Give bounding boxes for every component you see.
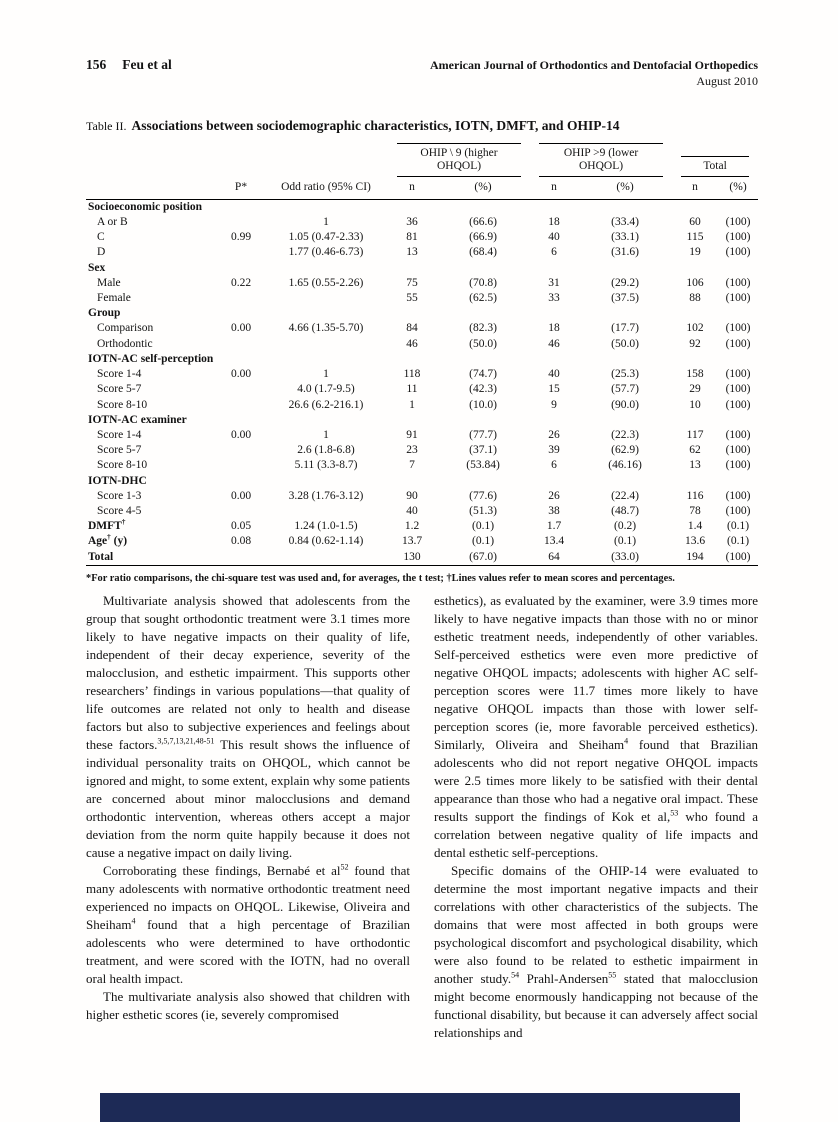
table-cell [578,352,672,367]
table-cell [218,458,264,473]
table-section-row [86,474,758,489]
table-cell: (33.0) [611,550,639,563]
table-cell: 15 [548,383,560,396]
table-cell: 0.00 [230,368,252,381]
running-head-right [430,57,758,89]
table-cell [218,474,264,489]
table-cell: 13.4 [543,535,565,548]
table-cell: (100) [725,428,751,441]
col-header-p: P* [218,177,264,199]
row-label: Female [97,291,131,304]
table-row [86,519,758,534]
table-cell: 10 [689,398,701,411]
table-cell [530,306,578,321]
table-cell: 158 [686,368,704,381]
table-cell: 13 [689,459,701,472]
table-cell: (100) [725,231,751,244]
table-cell [672,199,718,215]
table-cell [264,306,388,321]
table-cell [672,474,718,489]
table-cell: 40 [548,368,560,381]
table-cell: (62.9) [611,444,639,457]
table-cell: 1.65 (0.55-2.26) [288,276,364,289]
table-cell: 1 [323,428,329,441]
table-cell: 29 [689,383,701,396]
table-cell: (100) [725,489,751,502]
paragraph: Specific domains of the OHIP-14 were evaluated to determine the most important negative impacts and their correlations with other characteristics of the subjects. The domains that were most affected in both groups were psychological discomfort and psychological disability, which were also found to be related to esthetic impairment in another study.$^{54}$ Prahl-Andersen$^{55}$ stated that malocclusion might become enormously handicapping not because of the functional disability, but because it can adversely affect social relationships and [434,863,758,1040]
table-cell: 0.00 [230,489,252,502]
table-section-row [86,199,758,215]
table-cell: 26.6 (6.2-216.1) [288,398,364,411]
table-cell: (100) [725,459,751,472]
table-cell [388,474,436,489]
row-label: Score 8-10 [97,459,148,472]
table-cell [530,352,578,367]
table-cell: 102 [686,322,704,335]
table-cell: (17.7) [611,322,639,335]
table-cell [218,245,264,260]
table-cell: 2.6 (1.8-6.8) [297,444,355,457]
table-cell: 40 [406,505,418,518]
row-label: Score 1-4 [97,368,142,381]
table-cell: 0.00 [230,428,252,441]
spanner-row [86,143,758,177]
table-cell: (0.1) [472,535,495,548]
table-cell [264,413,388,428]
table-cell [436,199,530,215]
table-cell [218,215,264,230]
col-header-n3: n [672,177,718,199]
col-header-pct1: (%) [436,177,530,199]
table-cell: (77.6) [469,489,497,502]
table-row [86,382,758,397]
body-text [86,592,758,1042]
table-cell: (0.1) [614,535,637,548]
table-cell: 4.0 (1.7-9.5) [297,383,355,396]
row-label: Orthodontic [97,337,153,350]
table-cell: 0.99 [230,231,252,244]
table-cell: (100) [725,337,751,350]
paragraph: Multivariate analysis showed that adolescents from the group that sought orthodontic treatment were 3.1 times more likely to have negative impacts on their quality of life, independent of their decay experience, severity of the malocclusion, and esthetic impairment. This supports other researchers’ findings in various populations—that quality of life outcomes are related not only to health and disease factors but also to subjective experiences and feelings about these factors.$^{3,5,7,13,21,48-51}$ This result shows the influence of individual personality traits on OHQOL, which cannot be ignored and might, to some extent, explain why some patients are concerned about minor malocclusions and demand orthodontic intervention, whereas others accept a major deviation from the norm quite happily because it does not cause a negative impact on daily living. [86,593,410,860]
row-label: Male [97,276,121,289]
table-cell [718,474,758,489]
table-cell: 60 [689,215,701,228]
row-label: A or B [97,215,128,228]
table-cell [264,199,388,215]
table-cell: 3.28 (1.76-3.12) [288,489,364,502]
table-cell [264,291,388,306]
table-cell: 26 [548,489,560,502]
table-cell: 33 [548,291,560,304]
table-cell: 130 [403,550,421,563]
table-row [86,276,758,291]
table-cell [218,306,264,321]
table-cell: 117 [686,428,704,441]
table-cell: (33.4) [611,215,639,228]
table-cell [718,306,758,321]
col-header-odd-ratio: Odd ratio (95% CI) [264,177,388,199]
table-cell: 39 [548,444,560,457]
table-cell [718,199,758,215]
table-cell: 1 [323,215,329,228]
table-cell: (100) [725,444,751,457]
table-cell: (31.6) [611,246,639,259]
table-cell: 13.6 [684,535,706,548]
table-cell: 91 [406,428,418,441]
table-cell: 7 [409,459,415,472]
table-cell: 13 [406,246,418,259]
paragraph: The multivariate analysis also showed that children with higher esthetic scores (ie, severely compromised [86,989,410,1022]
reference-superscript: 52 [340,862,349,872]
table-row [86,428,758,443]
row-label: IOTN-AC self-perception [88,352,214,365]
table-cell: 115 [686,231,704,244]
table-cell: 90 [406,489,418,502]
table-footnote: *For ratio comparisons, the chi-square test was used and, for averages, the t test; †Lines values refer to mean scores and percentages. [86,572,675,584]
table-row [86,489,758,504]
table-cell [530,261,578,276]
table-cell: 64 [548,550,560,563]
row-label: D [97,246,106,259]
table-row [86,443,758,458]
table-cell: (42.3) [469,383,497,396]
text-column-left [86,592,410,1042]
table-cell: (70.8) [469,276,497,289]
table-cell: 6 [551,246,557,259]
row-label: Total [88,550,114,563]
table-cell: (77.7) [469,428,497,441]
table-cell: (66.6) [469,215,497,228]
paragraph: Corroborating these findings, Bernabé et $al^{52}$ found that many adolescents with normative orthodontic treatment need experienced no impacts on OHQOL. Likewise, Oliveira and Sheiham$^4$ found that a high percentage of Brazilian adolescents who were determined to have orthodontic treatment, and were scored with the IOTN, had no overall oral health impact. [86,862,410,986]
table-cell: 5.11 (3.3-8.7) [294,459,358,472]
table-cell: (100) [725,550,751,563]
row-label: Score 8-10 [97,398,148,411]
table-cell [436,413,530,428]
table-cell [218,413,264,428]
col-header-pct2: (%) [578,177,672,199]
table-cell: (100) [725,276,751,289]
table-cell [530,413,578,428]
table-cell: 13.7 [401,535,423,548]
row-label: IOTN-AC examiner [88,413,187,426]
row-label: Comparison [97,322,154,335]
row-label: Sex [88,261,106,274]
table-cell: (22.3) [611,428,639,441]
table-row [86,504,758,519]
table-cell: (29.2) [611,276,639,289]
table-cell [388,413,436,428]
table-row [86,321,758,336]
table-cell: (50.0) [469,337,497,350]
table-cell: 81 [406,231,418,244]
table-cell: 84 [406,322,418,335]
row-label: Group [88,307,121,320]
reference-superscript: 3,5,7,13,21,48-51 [157,736,215,746]
table-cell [578,413,672,428]
table-cell: 36 [406,215,418,228]
table-cell: 18 [548,215,560,228]
table-cell: 0.00 [230,322,252,335]
reference-superscript: 55 [608,970,617,980]
spanner-total: Total [672,143,758,177]
col-header-n1: n [388,177,436,199]
table-block [86,118,758,584]
table-cell: 23 [406,444,418,457]
table-cell: 116 [686,489,704,502]
table-body [86,199,758,565]
table-cell [436,474,530,489]
table-cell: 0.84 (0.62-1.14) [288,535,364,548]
table-cell: 1.77 (0.46-6.73) [288,246,364,259]
table-cell [578,474,672,489]
table-cell: 75 [406,276,418,289]
table-row [86,367,758,382]
row-label: Score 1-3 [97,489,142,502]
table-cell [218,382,264,397]
table-cell: 46 [548,337,560,350]
table-cell [218,352,264,367]
table-cell: 9 [551,398,557,411]
reference-superscript: 54 [511,970,520,980]
row-label: DMFT† [88,519,126,533]
table-cell: (100) [725,398,751,411]
running-head [86,57,758,89]
table-cell [218,398,264,413]
row-label: IOTN-DHC [88,474,147,487]
table-cell [718,261,758,276]
table-cell: (100) [725,368,751,381]
next-page-strip [100,1093,740,1122]
col-header-n2: n [530,177,578,199]
table-cell: 4.66 (1.35-5.70) [288,322,364,335]
table-cell: 1 [323,368,329,381]
table-cell: 1.7 [546,520,562,533]
running-head-left [86,57,172,73]
table-cell: (67.0) [469,550,497,563]
table-row [86,230,758,245]
table-cell: (0.1) [727,535,750,548]
table-cell: (10.0) [469,398,497,411]
table-cell [218,199,264,215]
table-cell: (100) [725,246,751,259]
table-cell: (68.4) [469,246,497,259]
table-cell: (33.1) [611,231,639,244]
table-cell [530,474,578,489]
reference-superscript: 53 [670,808,679,818]
table-cell [218,337,264,352]
table-cell: 1.24 (1.0-1.5) [294,520,358,533]
table-cell [672,261,718,276]
table-cell: (37.1) [469,444,497,457]
spanner-higher-ohqol: OHIP \ 9 (higher OHQOL) [388,143,530,177]
table-label: Table II. [86,119,127,133]
table-cell [718,413,758,428]
table-cell [388,352,436,367]
table-cell: (100) [725,291,751,304]
data-table [86,143,758,566]
table-cell: (51.3) [469,505,497,518]
table-cell: 0.05 [230,520,252,533]
table-cell: 1.4 [687,520,703,533]
table-cell [436,352,530,367]
table-cell [218,504,264,519]
table-cell [218,261,264,276]
stub-header [86,177,218,199]
table-cell: 26 [548,428,560,441]
table-row [86,550,758,566]
journal-name: American Journal of Orthodontics and Dentofacial Orthopedics [430,58,758,72]
table-cell: 18 [548,322,560,335]
table-cell [578,261,672,276]
table-cell: (25.3) [611,368,639,381]
table-caption [86,118,758,134]
table-cell: (90.0) [611,398,639,411]
table-section-row [86,306,758,321]
table-cell: (57.7) [611,383,639,396]
table-cell: (37.5) [611,291,639,304]
table-cell [264,474,388,489]
table-cell: 40 [548,231,560,244]
table-cell [578,306,672,321]
table-cell: 106 [686,276,704,289]
table-cell: 88 [689,291,701,304]
table-cell [388,306,436,321]
table-cell: (46.16) [608,459,642,472]
table-title: Associations between sociodemographic characteristics, IOTN, DMFT, and OHIP-14 [131,118,620,133]
spanner-spacer [86,143,388,177]
table-row [86,534,758,549]
table-cell: (22.4) [611,489,639,502]
table-cell: (74.7) [469,368,497,381]
row-label: Score 1-4 [97,428,142,441]
table-cell: (100) [725,322,751,335]
table-row [86,245,758,260]
paragraph: esthetics), as evaluated by the examiner, were 3.9 times more likely to have negative impacts than those with no or minor esthetic treatment needs, independently of other variables. Self-perceived esthetics were even more predictive of negative OHQOL impacts; adolescents with higher AC self-perception scores were 11.7 times more likely to have negative OHQOL impacts than those with lower self-perception scores (ie, more favorable perceived esthetics). Similarly, Oliveira and Sheiham$^4$ found that Brazilian adolescents who did not report negative OHQOL impacts were 2.5 times more likely to be satisfied with their dental appearance than those who had a negative oral impact. These results support the findings of Kok et al,$^{53}$ who found a correlation between negative quality of life impacts and dental esthetic self-perceptions. [434,593,758,860]
table-cell: 1.2 [404,520,420,533]
table-cell: 0.22 [230,276,252,289]
table-cell [218,550,264,566]
row-label: C [97,231,105,244]
table-cell: (82.3) [469,322,497,335]
row-label: Socioeconomic position [88,200,203,213]
table-cell: 62 [689,444,701,457]
table-cell: (0.2) [614,520,637,533]
table-cell [388,261,436,276]
table-cell: (100) [725,383,751,396]
table-cell: 118 [403,368,421,381]
table-cell [388,199,436,215]
table-cell: 31 [548,276,560,289]
table-section-row [86,413,758,428]
running-authors: Feu et al [122,57,172,72]
column-header-row [86,177,758,199]
table-cell: 194 [686,550,704,563]
table-cell: 78 [689,505,701,518]
table-cell: 6 [551,459,557,472]
page-number: 156 [86,57,107,72]
spanner-lower-ohqol: OHIP >9 (lower OHQOL) [530,143,672,177]
table-cell [264,337,388,352]
table-cell: 92 [689,337,701,350]
table-cell: (100) [725,215,751,228]
table-cell [672,352,718,367]
text-column-right [434,592,758,1042]
table-cell [718,352,758,367]
table-row [86,458,758,473]
reference-superscript: 4 [624,736,629,746]
col-header-pct3: (%) [718,177,758,199]
table-cell [436,306,530,321]
table-cell: (0.1) [727,520,750,533]
reference-superscript: 4 [131,916,136,926]
table-row [86,215,758,230]
journal-issue: August 2010 [696,74,758,88]
table-cell: (66.9) [469,231,497,244]
table-cell [218,443,264,458]
table-cell [264,352,388,367]
table-cell [264,504,388,519]
row-label: Score 5-7 [97,383,142,396]
table-cell: 55 [406,291,418,304]
table-row [86,337,758,352]
table-cell: 1 [409,398,415,411]
table-cell [264,261,388,276]
table-cell: 46 [406,337,418,350]
table-cell [530,199,578,215]
table-cell [672,306,718,321]
table-cell: 38 [548,505,560,518]
table-cell: 1.05 (0.47-2.33) [288,231,364,244]
table-cell: (48.7) [611,505,639,518]
table-cell: (53.84) [466,459,500,472]
row-label: Score 5-7 [97,444,142,457]
table-section-row [86,261,758,276]
table-section-row [86,352,758,367]
table-cell [672,413,718,428]
table-cell: 11 [406,383,418,396]
table-cell [578,199,672,215]
table-cell: (62.5) [469,291,497,304]
table-cell [264,550,388,566]
row-label: Age† (y) [88,534,128,548]
table-cell: 19 [689,246,701,259]
table-cell: (100) [725,505,751,518]
table-row [86,291,758,306]
table-cell: (50.0) [611,337,639,350]
table-cell: (0.1) [472,520,495,533]
table-cell [436,261,530,276]
table-cell [218,291,264,306]
table-cell: 0.08 [230,535,252,548]
row-label: Score 4-5 [97,505,142,518]
table-row [86,398,758,413]
